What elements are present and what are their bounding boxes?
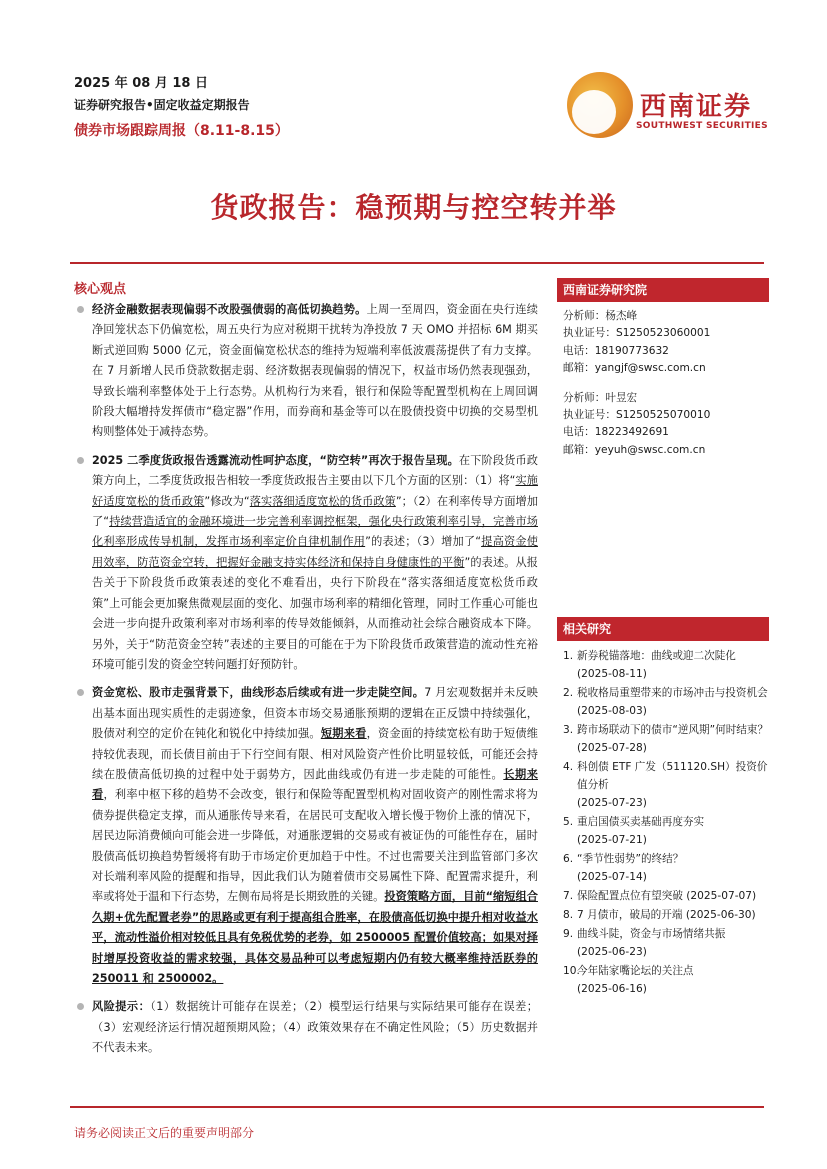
item-title: 跨市场联动下的债市“逆风期”何时结束？	[577, 724, 769, 737]
risk-lead: 风险提示：	[92, 1000, 151, 1014]
item-date: (2025-08-03)	[577, 705, 647, 718]
point-2-text: ”的表述；（3）增加了“	[365, 535, 482, 549]
analyst-phone: 电话：18190773632	[563, 344, 669, 357]
report-title: 货政报告：稳预期与控空转并举	[210, 191, 617, 224]
point-3-text: ，利率中枢下移的趋势不会改变，银行和保险等配置型机构对固收资产的刚性需求将为债券提供稳定支撑，而从通胀传导来看，在居民可支配收入增长慢于物价上涨的情况下，居民边际消费倾向可能会进一步降低，对通胀逻辑的交易或有被证伪的可能性存在，届时股债高低切换趋势暂缓将有助于市场定价更加趋于中性。不过也需要关注到监管部门多次对长端利率风险的提醒和指导，因此我们认为随着债市交易属性下降、配置需求提升，利率或将处于温和下行态势，左侧布局将是长期致胜的关键。	[92, 788, 538, 904]
item-number: 5.	[563, 816, 574, 829]
logo-text-cn: 西南证券	[640, 92, 753, 122]
item-date: (2025-07-23)	[577, 797, 647, 810]
analyst-info	[557, 302, 769, 459]
item-title: 保险配置点位有望突破 (2025-07-07)	[577, 890, 757, 903]
footer-disclaimer: 请务必阅读正文后的重要声明部分	[74, 1126, 255, 1140]
point-2-lead: 2025 二季度货政报告透露流动性呵护态度，“防空转”再次于报告呈现。	[92, 453, 459, 467]
item-title: 曲线斗陡，资金与市场情绪共振	[577, 928, 726, 941]
item-number: 7.	[563, 890, 574, 903]
item-number: 2.	[563, 687, 574, 700]
point-3-lead: 资金宽松、股市走强背景下，曲线形态后续或有进一步走陡空间。	[92, 686, 425, 700]
point-3-long-term: 长期来看	[92, 767, 538, 802]
item-date: (2025-07-28)	[577, 742, 647, 755]
list-item[interactable]	[563, 758, 769, 812]
item-title: 科创债 ETF 广发（511120.SH）投资价值分析	[577, 761, 768, 792]
item-date: (2025-06-23)	[577, 946, 647, 959]
top-divider	[70, 262, 764, 264]
logo-text-en: SOUTHWEST SECURITIES	[636, 121, 768, 131]
point-2-quote-3: 持续营造适宜的金融环境进一步完善利率调控框架，强化央行政策利率引导，完善市场化利率形成传导机制，发挥市场利率定价自律机制作用	[92, 515, 538, 549]
point-3-short-term: 短期来看	[320, 727, 367, 741]
point-2-text: ”；（2）在利率传导方面增加了“	[92, 494, 538, 529]
core-point-4	[74, 997, 538, 1058]
item-date: (2025-06-16)	[577, 983, 647, 996]
analyst-name: 分析师：杨杰峰	[563, 310, 638, 322]
item-title: “季节性弱势”的终结？	[577, 853, 684, 866]
item-number: 1.	[563, 650, 574, 663]
list-item[interactable]	[563, 647, 769, 683]
list-item[interactable]	[563, 721, 769, 757]
sidebar	[557, 278, 769, 999]
core-point-3	[74, 683, 538, 989]
analyst-phone: 电话：18223492691	[563, 426, 669, 439]
institute-header: 西南证券研究院	[557, 278, 769, 302]
logo-mark-icon	[567, 72, 633, 138]
list-item[interactable]	[563, 813, 769, 849]
list-item[interactable]	[563, 906, 769, 924]
item-number: 9.	[563, 928, 574, 941]
analyst-cert: 执业证号：S1250523060001	[563, 327, 711, 340]
item-number: 6.	[563, 853, 574, 866]
list-item[interactable]	[563, 684, 769, 720]
risk-text: （1）数据统计可能存在误差；（2）模型运行结果与实际结果可能存在误差；（3）宏观经济运行情况超预期风险；（4）政策效果存在不确定性风险；（5）历史数据并不代表未来。	[92, 1000, 538, 1055]
point-2-text: ”的表述。从报告关于下阶段货币政策表述的变化不难看出，央行下阶段在“落实落细适度宽松货币政策”上可能会更加聚焦微观层面的变化、加强市场利率的精细化管理，同时工作重心可能也会进一步向提升政策利率对市场利率的传导效能倾斜，从而推动社会综合融资成本下降。另外，关于“防范资金空转”表述的主要目的可能在于为下阶段货币政策营造的流动性充裕环境可能引发的资金空转问题打好预防针。	[92, 555, 538, 671]
item-title: 重启国债买卖基础再度夯实	[577, 816, 705, 829]
report-type: 证券研究报告•固定收益定期报告	[74, 98, 250, 112]
point-2-quote-4: 提高资金使用效率，防范资金空转，把握好金融支持实体经济和保持自身健康性的平衡	[92, 535, 538, 569]
item-date: (2025-07-21)	[577, 834, 647, 847]
item-number: 8.	[563, 909, 574, 922]
item-title: 新券税锚落地：曲线或迎二次陡化	[577, 650, 736, 663]
item-date: (2025-08-11)	[577, 668, 647, 681]
point-2-text: 在下阶段货币政策方向上，二季度货政报告相较一季度货政报告主要由以下几个方面的区别：（1）将“	[92, 453, 538, 488]
point-3-strategy: 投资策略方面，目前“缩短组合久期+优先配置老券”的思路或更有利于提高组合胜率，在股债高低切换中提升相对收益水平，流动性溢价相对较低且具有免税优势的老券，如 2500005 配置价值较高；如果对择时增厚投资收益的需求较强，具体交易品种可以考虑短期内仍有较大概率维持活跃券的 250011 和 2500002。	[92, 890, 538, 985]
core-heading: 核心观点	[74, 282, 127, 297]
list-item[interactable]	[563, 850, 769, 886]
analyst-name: 分析师：叶昱宏	[563, 391, 638, 404]
point-2-quote-1: 实施好适度宽松的货币政策	[92, 474, 538, 508]
point-2-quote-2: 落实落细适度宽松的货币政策	[249, 494, 396, 508]
item-number: 10.	[563, 965, 580, 978]
point-3-text: ，资金面的持续宽松有助于短债维持较优表现，而长债目前由于下行空间有限、相对风险资产性价比明显较低，可能还会持续在股债高低切换的过程中处于弱势方，因此曲线或仍有进一步走陡的可能性。	[92, 727, 538, 781]
item-title: 今年陆家嘴论坛的关注点	[577, 965, 694, 978]
analyst-email[interactable]: 邮箱：yangjf@swsc.com.cn	[563, 362, 706, 375]
core-point-1	[74, 300, 538, 443]
item-title: 7 月债市，破局的开端 (2025-06-30)	[577, 909, 756, 922]
item-date: (2025-07-14)	[577, 871, 647, 884]
point-2-text: ”修改为“	[204, 494, 250, 508]
item-title: 税收格局重塑带来的市场冲击与投资机会	[577, 687, 768, 700]
point-3-text: 7 月宏观数据并未反映出基本面出现实质性的走弱迹象，但资本市场交易通胀预期的逻辑在正反馈中持续强化，股债对利空的定价在钝化和锐化中持续加强。	[92, 686, 538, 741]
point-1-text: 上周一至周四，资金面在央行连续净回笼状态下仍偏宽松，周五央行为应对税期干扰转为净投放 7 天 OMO 并招标 6M 期买断式逆回购 5000 亿元，资金面偏宽松状态的维持为短端利率低波震荡提供了有力支撑。在 7 月新增人民币贷款数据走弱、经济数据表现偏弱的情况下，权益市场仍然表现强劲，导致长端利率整体处于上行态势。从机构行为来看，银行和保险等配置型机构在上周回调阶段大幅增持发挥债市“稳定器”作用，而券商和基金等可以在股债投资中切换的交易型机构则整体处于减持态势。	[92, 303, 538, 439]
list-item[interactable]	[563, 887, 769, 905]
list-item[interactable]	[563, 925, 769, 961]
list-item[interactable]	[563, 962, 769, 998]
related-header: 相关研究	[557, 617, 769, 641]
report-date: 2025 年 08 月 18 日	[74, 76, 208, 91]
analyst-cert: 执业证号：S1250525070010	[563, 409, 711, 422]
bottom-divider	[70, 1106, 764, 1108]
analyst-email[interactable]: 邮箱：yeyuh@swsc.com.cn	[563, 443, 706, 456]
weekly-title: 债券市场跟踪周报（8.11-8.15）	[74, 123, 289, 139]
point-1-lead: 经济金融数据表现偏弱不改股强债弱的高低切换趋势。	[92, 303, 367, 316]
core-content	[74, 300, 538, 1067]
core-point-2	[74, 451, 538, 675]
item-number: 3.	[563, 724, 574, 737]
related-list	[557, 641, 769, 998]
item-number: 4.	[563, 761, 574, 774]
